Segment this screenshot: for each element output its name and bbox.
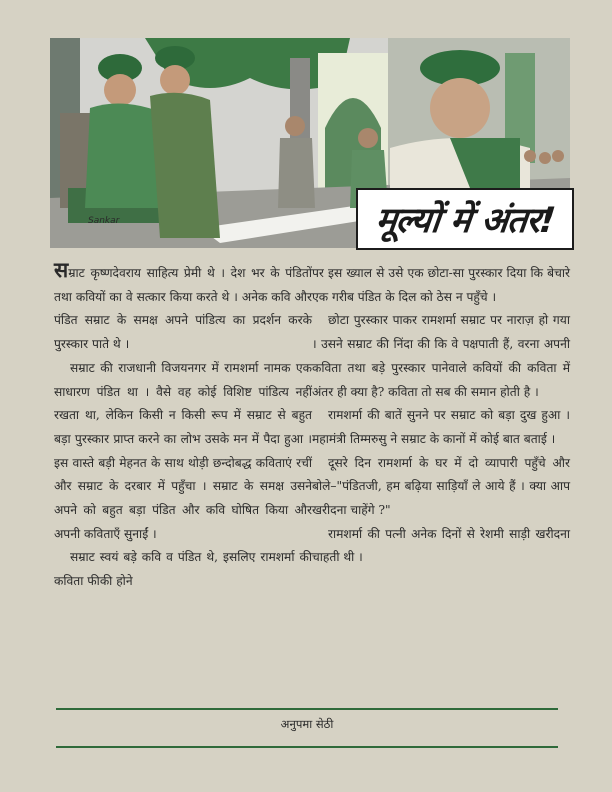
artist-signature: Sankar bbox=[88, 216, 120, 226]
paragraph: सम्राट स्वयं बड़े कवि व पंडित थे, इसलिए रामशर्मा की कविता फीकी होने bbox=[54, 550, 312, 589]
column-right bbox=[312, 262, 570, 570]
paragraph: सम्राट की राजधानी विजयनगर में रामशर्मा नामक एक साधारण पंडित था । वैसे वह कोई विशिष्ट पांडित्य नहीं रखता था, लेकिन किसी न किसी रूप में सम्राट से बहुत बड़ा पुरस्कार प्राप्त करने का लोभ उसके मन में पैदा हुआ । इस वास्ते बड़ी मेहनत के साथ थोड़ी छन्दोबद्ध कविताएं रचीं और सम्राट के दरबार में पहुँचा । सम्राट के समक्ष उसने अपने को बहुत बड़ा पंडित और कवि घोषित किया और अपनी कविताएँ सुनाईं । bbox=[54, 360, 312, 541]
paragraph bbox=[54, 257, 312, 357]
paragraph: दूसरे दिन रामशर्मा के घर में दो व्यापारी पहुँचे और बोले–"पंडितजी, हम बढ़िया साड़ियाँ ले आये हैं । क्या आप खरीदना चाहेंगे ?" bbox=[312, 455, 570, 518]
divider-bottom bbox=[56, 746, 558, 748]
drop-cap: स bbox=[54, 257, 69, 282]
paragraph: रामशर्मा की बातें सुनने पर सम्राट को बड़ा दुख हुआ । महामंत्री तिम्मरुसु ने सम्राट के कानों में कोई बात बताई । bbox=[312, 408, 570, 446]
paragraph: रामशर्मा की पत्नी अनेक दिनों से रेशमी साड़ी खरीदना चाहती थी । bbox=[312, 526, 570, 565]
divider-top bbox=[56, 708, 558, 710]
story-title: मूल्यों में अंतर! bbox=[373, 200, 557, 241]
story-title-box bbox=[356, 188, 574, 250]
paragraph: पर इस ख्याल से उसे एक छोटा-सा पुरस्कार दिया कि बेचारे एक गरीब पंडित के दिल को ठेस न पहुँचे । bbox=[312, 266, 570, 304]
column-left bbox=[54, 257, 312, 594]
paragraph-text: म्राट कृष्णदेवराय साहित्य प्रेमी थे । देश भर के पंडितों तथा कवियों का वे सत्कार किया करते थे । अनेक कवि और पंडित सम्राट के समक्ष अपने पांडित्य का प्रदर्शन करके पुरस्कार पाते थे । bbox=[54, 266, 312, 352]
author-credit: अनुपमा सेठी bbox=[280, 717, 334, 731]
paragraph: छोटा पुरस्कार पाकर रामशर्मा सम्राट पर नाराज़ हो गया । उसने सम्राट की निंदा की कि वे पक्षपाती हैं, वरना अपनी कविता तथा बड़े पुरस्कार पानेवाले कवियों की कविता में अंतर ही क्या है? कविता तो सब की समान होती है । bbox=[312, 313, 570, 399]
